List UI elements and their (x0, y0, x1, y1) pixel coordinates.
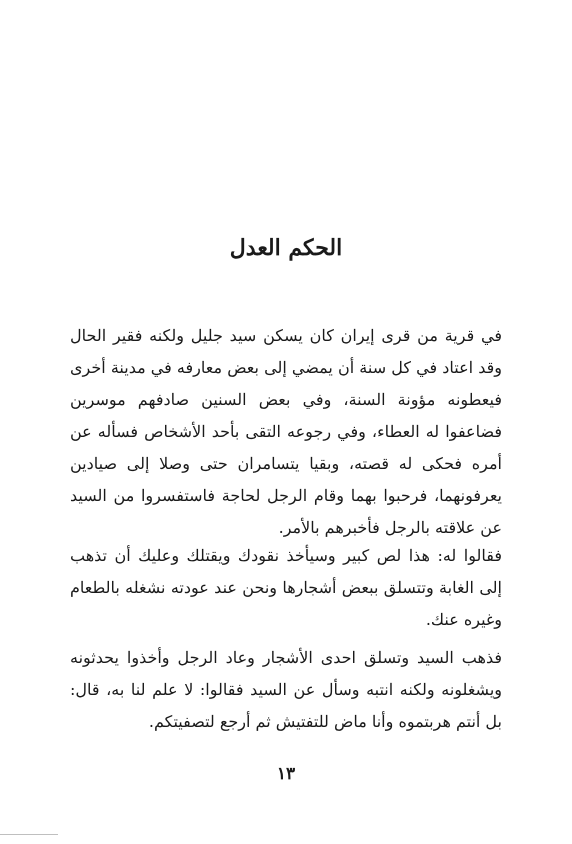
paragraph-2: فقالوا له: هذا لص كبير وسيأخذ نقودك ويقتلك وعليك أن تذهب إلى الغابة وتتسلق ببعض أشجارها ونحن عند عودته نشغله بالطعام وغيره عنك. (70, 546, 502, 629)
scan-edge-line (0, 834, 58, 835)
paragraph-1: في قرية من قرى إيران كان يسكن سيد جليل ولكنه فقير الحال وقد اعتاد في كل سنة أن يمضي إلى بعض معارفه في مدينة أخرى فيعطونه مؤونة السنة، وفي بعض السنين صادفهم موسرين فضاعفوا له العطاء، وفي رجوعه التقى بأحد الأشخاص فسأله عن أمره فحكى له قصته، وبقيا يتسامران حتى وصلا إلى صيادين يعرفونهما، فرحبوا بهما وقام الرجل لحاجة فاستفسروا من السيد عن علاقته بالرجل فأخبرهم بالأمر. (70, 326, 503, 537)
paragraph-3: فذهب السيد وتسلق احدى الأشجار وعاد الرجل وأخذوا يحدثونه ويشغلونه ولكنه انتبه وسأل عن السيد فقالوا: لا علم لنا به، قال: بل أنتم هربتموه وأنا ماض للتفتيش ثم أرجع لتصفيتكم. (70, 648, 503, 731)
story-title: الحكم العدل (229, 235, 343, 261)
page-number: ١٣ (276, 764, 296, 784)
